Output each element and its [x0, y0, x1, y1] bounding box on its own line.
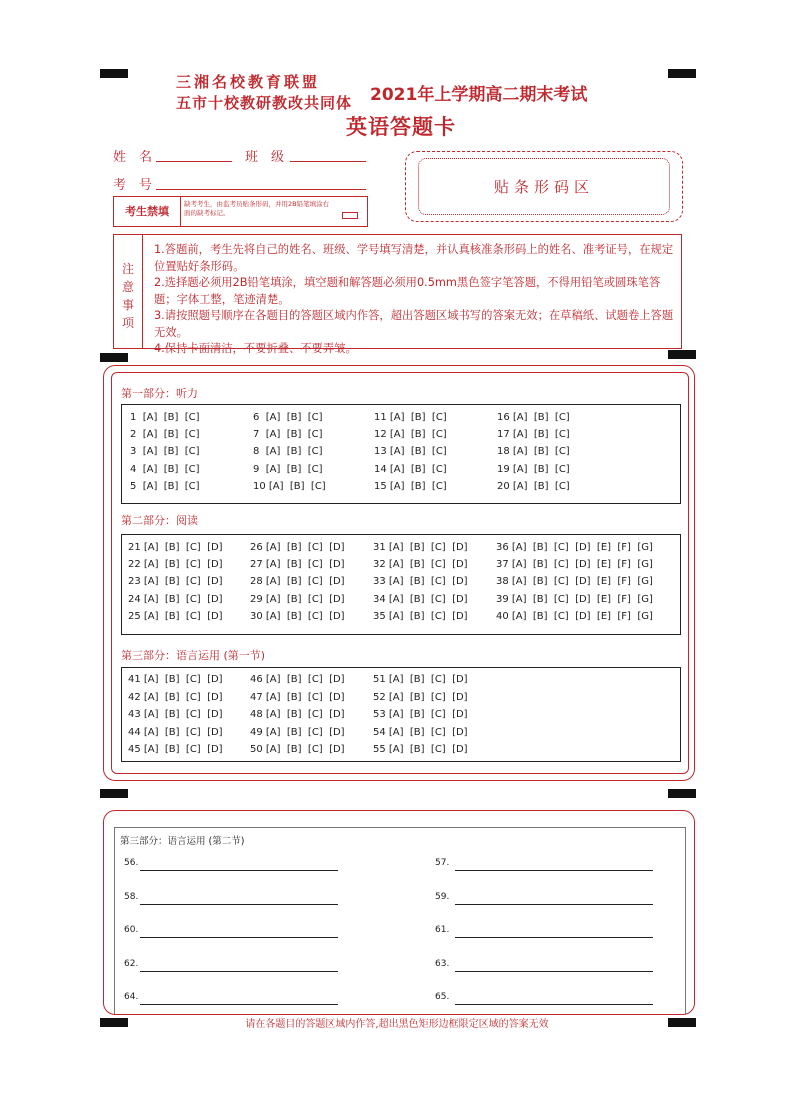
notes-side-char: 项	[122, 316, 135, 330]
answer-row[interactable]: 11 [A] [B] [C]	[374, 412, 447, 423]
absent-box	[113, 196, 368, 227]
exam-number-label: 考 号	[113, 178, 153, 193]
notes-side-char: 事	[122, 298, 135, 312]
answer-row[interactable]: 5 [A] [B] [C]	[130, 480, 200, 492]
answer-row[interactable]: 51 [A] [B] [C] [D]	[373, 674, 468, 685]
answer-row[interactable]: 3 [A] [B] [C]	[130, 446, 200, 458]
answer-row[interactable]: 28 [A] [B] [C] [D]	[250, 576, 345, 588]
answer-row[interactable]: 20 [A] [B] [C]	[497, 480, 570, 492]
answer-row[interactable]: 50 [A] [B] [C] [D]	[250, 744, 345, 755]
answer-line[interactable]	[455, 1004, 653, 1005]
answer-row[interactable]: 47 [A] [B] [C] [D]	[250, 691, 345, 703]
answer-row[interactable]: 24 [A] [B] [C] [D]	[128, 593, 223, 605]
answer-row[interactable]: 54 [A] [B] [C] [D]	[373, 726, 468, 738]
alignment-mark	[668, 69, 696, 78]
absent-label: 考生禁填	[114, 197, 181, 226]
note-item: 1.答题前，考生先将自己的姓名、班级、学号填写清楚，并认真核准条形码上的姓名、准考证号，在规定位置贴好条形码。	[154, 243, 674, 273]
answer-row[interactable]: 10 [A] [B] [C]	[253, 480, 326, 492]
answer-row[interactable]: 31 [A] [B] [C] [D]	[373, 542, 468, 553]
part2-title: 第二部分：阅读	[121, 514, 198, 527]
footer-note: 请在各题目的答题区域内作答,超出黑色矩形边框限定区域的答案无效	[245, 1019, 549, 1030]
answer-row[interactable]: 22 [A] [B] [C] [D]	[128, 559, 223, 571]
answer-row[interactable]: 18 [A] [B] [C]	[497, 446, 570, 458]
answer-line[interactable]	[455, 870, 653, 871]
question-number: 65.	[435, 992, 450, 1002]
answer-row[interactable]: 37 [A] [B] [C] [D] [E] [F] [G]	[496, 559, 653, 571]
barcode-label: 贴条形码区	[493, 178, 594, 196]
note-item: 4.保持卡面清洁，不要折叠、不要弄皱。	[154, 342, 357, 355]
name-field[interactable]	[156, 161, 232, 162]
notes-box	[113, 234, 682, 355]
answer-line[interactable]	[140, 1004, 338, 1005]
answer-line[interactable]	[455, 971, 653, 972]
answer-row[interactable]: 55 [A] [B] [C] [D]	[373, 744, 468, 755]
answer-line[interactable]	[140, 870, 338, 871]
alignment-mark	[100, 69, 128, 78]
alignment-mark	[668, 789, 696, 798]
answer-row[interactable]: 15 [A] [B] [C]	[374, 480, 447, 492]
answer-row[interactable]: 6 [A] [B] [C]	[253, 412, 323, 423]
answer-row[interactable]: 23 [A] [B] [C] [D]	[128, 576, 223, 588]
answer-row[interactable]: 42 [A] [B] [C] [D]	[128, 691, 223, 703]
answer-row[interactable]: 52 [A] [B] [C] [D]	[373, 691, 468, 703]
answer-row[interactable]: 53 [A] [B] [C] [D]	[373, 709, 468, 720]
question-number: 61.	[435, 925, 450, 935]
part3b-box	[114, 827, 686, 1014]
answer-row[interactable]: 45 [A] [B] [C] [D]	[128, 744, 223, 755]
answer-row[interactable]: 13 [A] [B] [C]	[374, 446, 447, 458]
answer-row[interactable]: 35 [A] [B] [C] [D]	[373, 610, 468, 622]
answer-row[interactable]: 48 [A] [B] [C] [D]	[250, 709, 345, 720]
answer-line[interactable]	[455, 904, 653, 905]
answer-row[interactable]: 43 [A] [B] [C] [D]	[128, 709, 223, 720]
question-number: 57.	[435, 858, 450, 868]
note-item: 3.请按照题号顺序在各题目的答题区域内作答，超出答题区域书写的答案无效；在草稿纸、试题卷上答题无效。	[154, 309, 674, 339]
card-title: 英语答题卡	[346, 115, 456, 139]
part3a-title: 第三部分：语言运用 (第一节)	[121, 649, 266, 662]
exam-title: 2021年上学期高二期末考试	[370, 85, 588, 105]
notes-list	[154, 242, 682, 358]
alignment-mark	[100, 789, 128, 798]
answer-row[interactable]: 36 [A] [B] [C] [D] [E] [F] [G]	[496, 542, 653, 553]
notes-side-char: 意	[122, 280, 135, 294]
class-label: 班 级	[245, 150, 285, 165]
answer-row[interactable]: 12 [A] [B] [C]	[374, 429, 447, 441]
exam-number-field[interactable]	[156, 189, 366, 190]
answer-line[interactable]	[140, 904, 338, 905]
answer-row[interactable]: 9 [A] [B] [C]	[253, 463, 323, 475]
answer-row[interactable]: 8 [A] [B] [C]	[253, 446, 323, 458]
absent-mark-checkbox[interactable]	[342, 212, 358, 219]
answer-row[interactable]: 16 [A] [B] [C]	[497, 412, 570, 423]
answer-row[interactable]: 29 [A] [B] [C] [D]	[250, 593, 345, 605]
answer-line[interactable]	[455, 937, 653, 938]
answer-line[interactable]	[140, 971, 338, 972]
question-number: 59.	[435, 891, 450, 902]
answer-row[interactable]: 32 [A] [B] [C] [D]	[373, 559, 468, 571]
answer-row[interactable]: 7 [A] [B] [C]	[253, 429, 323, 441]
answer-row[interactable]: 38 [A] [B] [C] [D] [E] [F] [G]	[496, 576, 653, 588]
note-item: 2.选择题必须用2B铅笔填涂，填空题和解答题必须用0.5mm黑色签字笔答题，不得用铅笔或圆珠笔答题；字体工整，笔迹清楚。	[154, 276, 661, 306]
answer-row[interactable]: 4 [A] [B] [C]	[130, 463, 200, 475]
answer-row[interactable]: 41 [A] [B] [C] [D]	[128, 674, 223, 685]
answer-line[interactable]	[140, 937, 338, 938]
part1-title: 第一部分：听力	[121, 387, 198, 400]
answer-row[interactable]: 49 [A] [B] [C] [D]	[250, 726, 345, 738]
answer-row[interactable]: 39 [A] [B] [C] [D] [E] [F] [G]	[496, 593, 653, 605]
question-number: 60.	[124, 925, 139, 935]
question-number: 58.	[124, 891, 139, 902]
answer-row[interactable]: 33 [A] [B] [C] [D]	[373, 576, 468, 588]
answer-row[interactable]: 1 [A] [B] [C]	[130, 412, 200, 423]
answer-row[interactable]: 19 [A] [B] [C]	[497, 463, 570, 475]
answer-row[interactable]: 30 [A] [B] [C] [D]	[250, 610, 345, 622]
answer-row[interactable]: 26 [A] [B] [C] [D]	[250, 542, 345, 553]
organizer-line-1: 三湘名校教育联盟	[176, 73, 321, 91]
answer-row[interactable]: 2 [A] [B] [C]	[130, 429, 200, 441]
organizer-line-2: 五市十校教研教改共同体	[176, 94, 353, 112]
answer-row[interactable]: 17 [A] [B] [C]	[497, 429, 570, 441]
answer-row[interactable]: 14 [A] [B] [C]	[374, 463, 447, 475]
class-field[interactable]	[290, 161, 366, 162]
barcode-area[interactable]	[418, 158, 670, 215]
absent-note: 缺考考生，由监考员贴条形码，并用2B铅笔填涂右面的缺考标记。	[184, 200, 330, 217]
part3b-title: 第三部分：语言运用 (第二节)	[120, 836, 245, 847]
notes-side	[114, 235, 143, 348]
question-number: 63.	[435, 958, 450, 969]
name-label: 姓 名	[113, 150, 153, 165]
question-number: 64.	[124, 992, 139, 1002]
question-number: 62.	[124, 958, 139, 969]
answer-row[interactable]: 21 [A] [B] [C] [D]	[128, 542, 223, 553]
answer-row[interactable]: 34 [A] [B] [C] [D]	[373, 593, 468, 605]
answer-row[interactable]: 40 [A] [B] [C] [D] [E] [F] [G]	[496, 610, 653, 622]
answer-row[interactable]: 44 [A] [B] [C] [D]	[128, 726, 223, 738]
answer-row[interactable]: 46 [A] [B] [C] [D]	[250, 674, 345, 685]
alignment-mark	[100, 353, 128, 362]
question-number: 56.	[124, 858, 139, 868]
answer-row[interactable]: 27 [A] [B] [C] [D]	[250, 559, 345, 571]
answer-row[interactable]: 25 [A] [B] [C] [D]	[128, 610, 223, 622]
notes-side-char: 注	[122, 262, 135, 276]
